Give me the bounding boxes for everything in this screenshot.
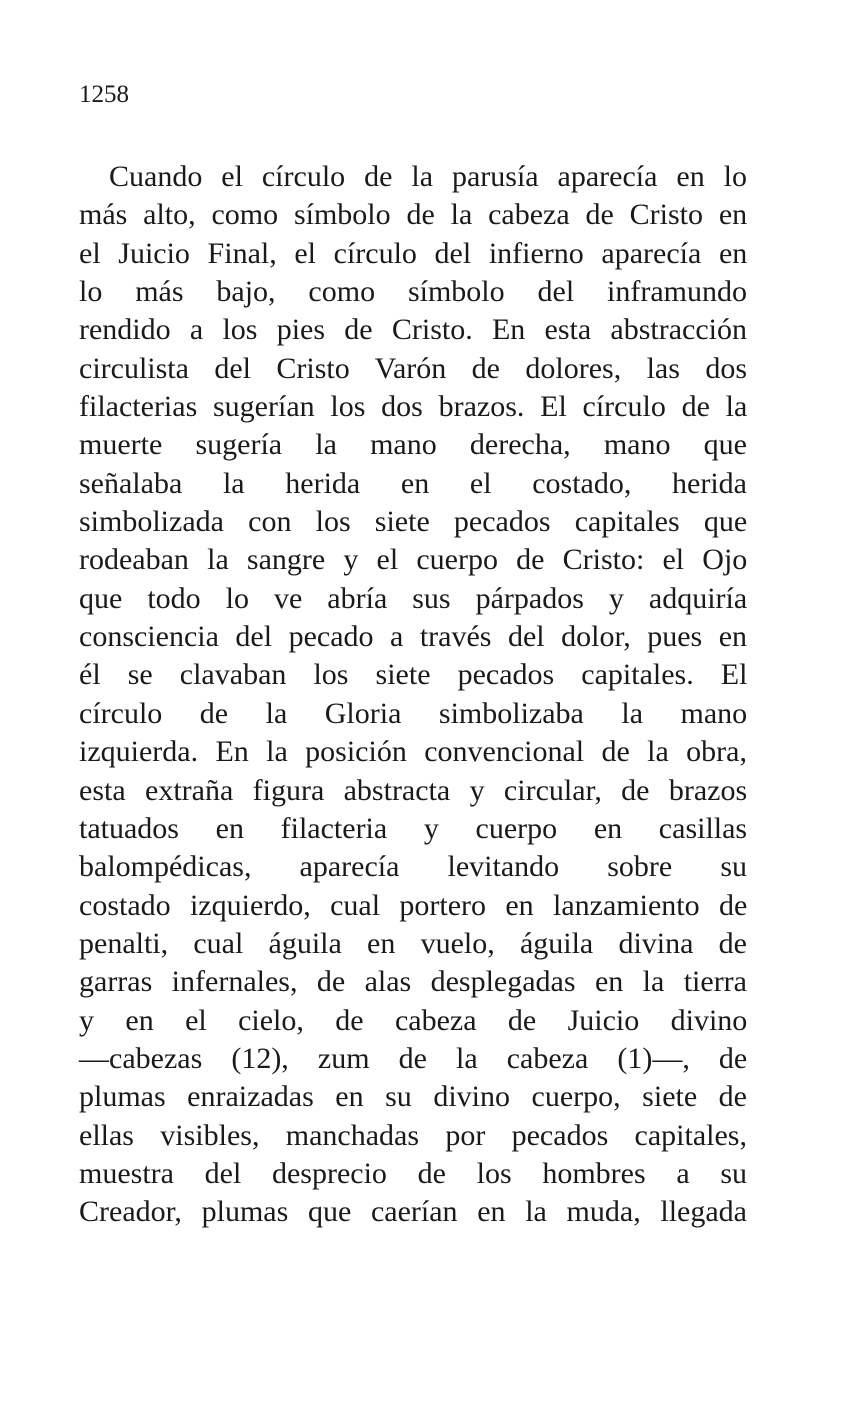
text-line: él se clavaban los siete pecados capitales. El [79, 658, 748, 692]
text-line: consciencia del pecado a través del dolor, pues en [79, 620, 748, 654]
text-line: izquierda. En la posición convencional de la obra, [79, 735, 747, 769]
text-line: señalaba la herida en el costado, herida [79, 466, 747, 500]
text-line: rodeaban la sangre y el cuerpo de Cristo: el Ojo [79, 543, 748, 577]
text-line: el Juicio Final, el círculo del infierno aparecía en [79, 236, 748, 270]
text-line: muestra del desprecio de los hombres a su [79, 1156, 747, 1190]
text-line: lo más bajo, como símbolo del inframundo [79, 275, 747, 309]
text-line: que todo lo ve abría sus párpados y adquiría [79, 581, 748, 615]
text-line: y en el cielo, de cabeza de Juicio divino [79, 1003, 748, 1037]
text-line: esta extraña figura abstracta y circular, de brazos [79, 773, 748, 807]
text-line: balompédicas, aparecía levitando sobre su [79, 850, 747, 884]
text-line: Cuando el círculo de la parusía aparecía en lo [109, 160, 747, 193]
text-line: muerte sugería la mano derecha, mano que [79, 428, 747, 462]
text-line: rendido a los pies de Cristo. En esta abstracción [79, 313, 748, 347]
text-line: simbolizada con los siete pecados capitales que [79, 505, 748, 539]
text-line: ellas visibles, manchadas por pecados capitales, [79, 1118, 747, 1152]
text-line: tatuados en filacteria y cuerpo en casillas [79, 811, 748, 845]
body-paragraph [79, 158, 747, 1232]
text-line: más alto, como símbolo de la cabeza de Cristo en [79, 198, 748, 232]
text-line: circulista del Cristo Varón de dolores, las dos [79, 351, 747, 385]
text-line: garras infernales, de alas desplegadas en la tierra [79, 965, 747, 999]
text-line: Creador, plumas que caerían en la muda, llegada [79, 1195, 747, 1229]
text-line: penalti, cual águila en vuelo, águila divina de [79, 926, 747, 960]
text-line: círculo de la Gloria simbolizaba la mano [79, 696, 748, 730]
text-line: costado izquierdo, cual portero en lanzamiento de [79, 888, 748, 922]
text-line: plumas enraizadas en su divino cuerpo, siete de [79, 1080, 747, 1114]
text-line: filacterias sugerían los dos brazos. El círculo de la [79, 390, 748, 424]
page-number: 1258 [79, 81, 129, 108]
text-line: —cabezas (12), zum de la cabeza (1)—, de [79, 1041, 748, 1075]
